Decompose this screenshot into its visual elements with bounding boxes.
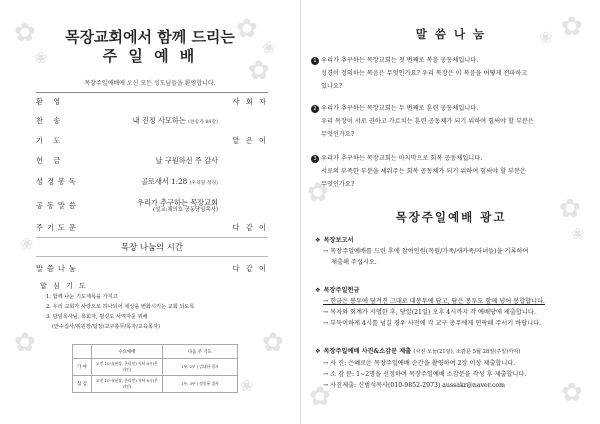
order-row: 헌 금 날 구원하신 주 감사 — [36, 156, 218, 165]
flower-icon: ❀ — [571, 224, 585, 243]
list-item: 1. 함께 나눈 기도제목을 가지고 — [46, 294, 118, 300]
number-3-icon: 3 — [311, 155, 319, 163]
number-2-icon: 2 — [311, 105, 319, 113]
question-1: 1 우리가 추구하는 목장교회는 첫 번째로 복음 공동체입니다. 성경이 정의하는 복음은 무엇인가요? 우리 목장은 이 복음을 어떻게 전파하고 있나요? — [311, 54, 591, 93]
flower-icon: ✿ — [309, 382, 331, 412]
service-title-line2: 주 일 예 배 — [102, 47, 198, 65]
order-row: 찬 송 내 진정 사모하는 (찬송가 88장) — [36, 116, 218, 125]
prayer-list — [46, 292, 194, 332]
order-row: 공동말씀 우리가 추구하는 목장교회 (설교:채의호 공동담임목사) — [36, 197, 218, 214]
closing-row: 말씀나눔 다 같 이 — [36, 264, 268, 273]
number-1-icon: 1 — [311, 57, 319, 65]
table-header-row: 수요예배 다음 주 기도 — [73, 345, 238, 359]
ad-title: 목장주일예배 광고 — [395, 210, 507, 224]
prayer-header: 합 심 기 도 — [40, 282, 88, 290]
flower-icon: ❀ — [240, 376, 254, 395]
flower-icon: ✿ — [307, 178, 329, 208]
flower-icon: ❀ — [539, 28, 553, 47]
flower-icon: ❀ — [34, 48, 48, 67]
sharing-title: 말 씀 나 눔 — [415, 27, 487, 41]
ad-section-offering: ❖ 목장주일헌금 → 헌금은 봉투에 담겨진 그대로 대봉투에 담고, 담은 봉투도 함께 넣어 봉합합니다. → 목자와 회계가 서명한 후, 당일(21일) 오후 4시까지 각 예배당에 제출합니다. → 부득이하게 4시를 넘길 경우 사전에 각 교구 총무에게 연락해 주시기 바랍니다. — [315, 287, 546, 327]
flower-icon: ✿ — [561, 378, 583, 408]
divider — [36, 256, 268, 257]
order-row: 환 영 사 회 자 — [36, 97, 268, 106]
divider — [36, 237, 268, 238]
table-row: 가 야 오전 10시(현장, 온라인) 저녁 8시(온라인) 1부, 2부 | 김대한 집사 — [73, 359, 238, 376]
table-row: 섬 김 오전 10시(현장, 온라인) 저녁 8시(온라인) 1부, 3부 | 정종윤 집사 — [73, 376, 238, 393]
flower-icon: ✿ — [559, 194, 581, 224]
right-page — [300, 0, 600, 424]
flower-icon: ✿ — [248, 56, 270, 86]
flower-icon: ❀ — [20, 234, 34, 253]
divider — [36, 92, 268, 93]
welcome-text: 목장주일예배에 오신 모든 성도님들을 환영합니다. — [84, 80, 216, 87]
service-title-line1: 목장교회에서 함께 드리는 — [65, 28, 235, 46]
question-3: 3 우리가 추구하는 목장교회는 마지막으로 회복 공동체입니다. 서로의 부족한 부분을 세워주는 회복 공동체가 되기 위하여 힘써야 할 부분은 무엇인가요? — [311, 152, 591, 191]
list-item: 3. 담임목사님, 목회자, 평신도 사역자를 위해 — [46, 314, 148, 320]
diamond-bullet-icon: ❖ — [315, 348, 321, 355]
diamond-bullet-icon: ❖ — [315, 237, 321, 244]
flower-icon: ✿ — [262, 328, 284, 358]
order-row: 성경봉독 골로새서 1:28 (우리말 성경) — [36, 177, 218, 186]
flower-icon: ✿ — [561, 12, 583, 42]
list-item: (안수집사/위원장/팀장/교구총무/목자/교육목자) — [52, 324, 160, 330]
flower-icon: ✿ — [14, 18, 36, 48]
diamond-bullet-icon: ❖ — [315, 287, 321, 294]
flower-icon: ✿ — [14, 328, 36, 358]
list-item: 2. 우리 교회가 사랑으로 하나되어 세상을 변화시키는 교회 되도록 — [46, 304, 195, 310]
order-row: 기 도 맡 은 이 — [36, 136, 268, 145]
share-time: 목장 나눔의 시간 — [121, 242, 183, 252]
order-row: 주기도문 다 같 이 — [36, 223, 268, 232]
flower-icon: ✿ — [236, 14, 258, 44]
flower-icon: ❀ — [262, 38, 276, 57]
duty-table — [72, 344, 238, 393]
ad-section-report: ❖ 목장보고서 → 목장주일예배를 드린 후에 참여인원(목원/가족/새가족/자녀들)을 기록하여 제출해 주십시오. — [315, 237, 529, 266]
question-2: 2 우리가 추구하는 목장교회는 두 번째로 훈련 공동체입니다. 우리 목장이 서로 권하고 가르치는 훈련 공동체가 되기 위하여 힘써야 할 부분은 무엇인가요? — [311, 102, 591, 141]
ad-section-photo: ❖ 목장주일예배 사진&소감문 제출 (사진 오늘(21일), 소감문 5월 28일(주일)까지) → 사 진: 은혜로운 목장주일예배 순간을 촬영하여 2장 이상 제출합니다. → 소 감 문: 1~2명을 선정하여 목장주일예배 소감문을 작성 후 제출합니다. → 사진제출: 신범석목사(010-9852-2973) aussakr@naver.com — [315, 348, 527, 389]
